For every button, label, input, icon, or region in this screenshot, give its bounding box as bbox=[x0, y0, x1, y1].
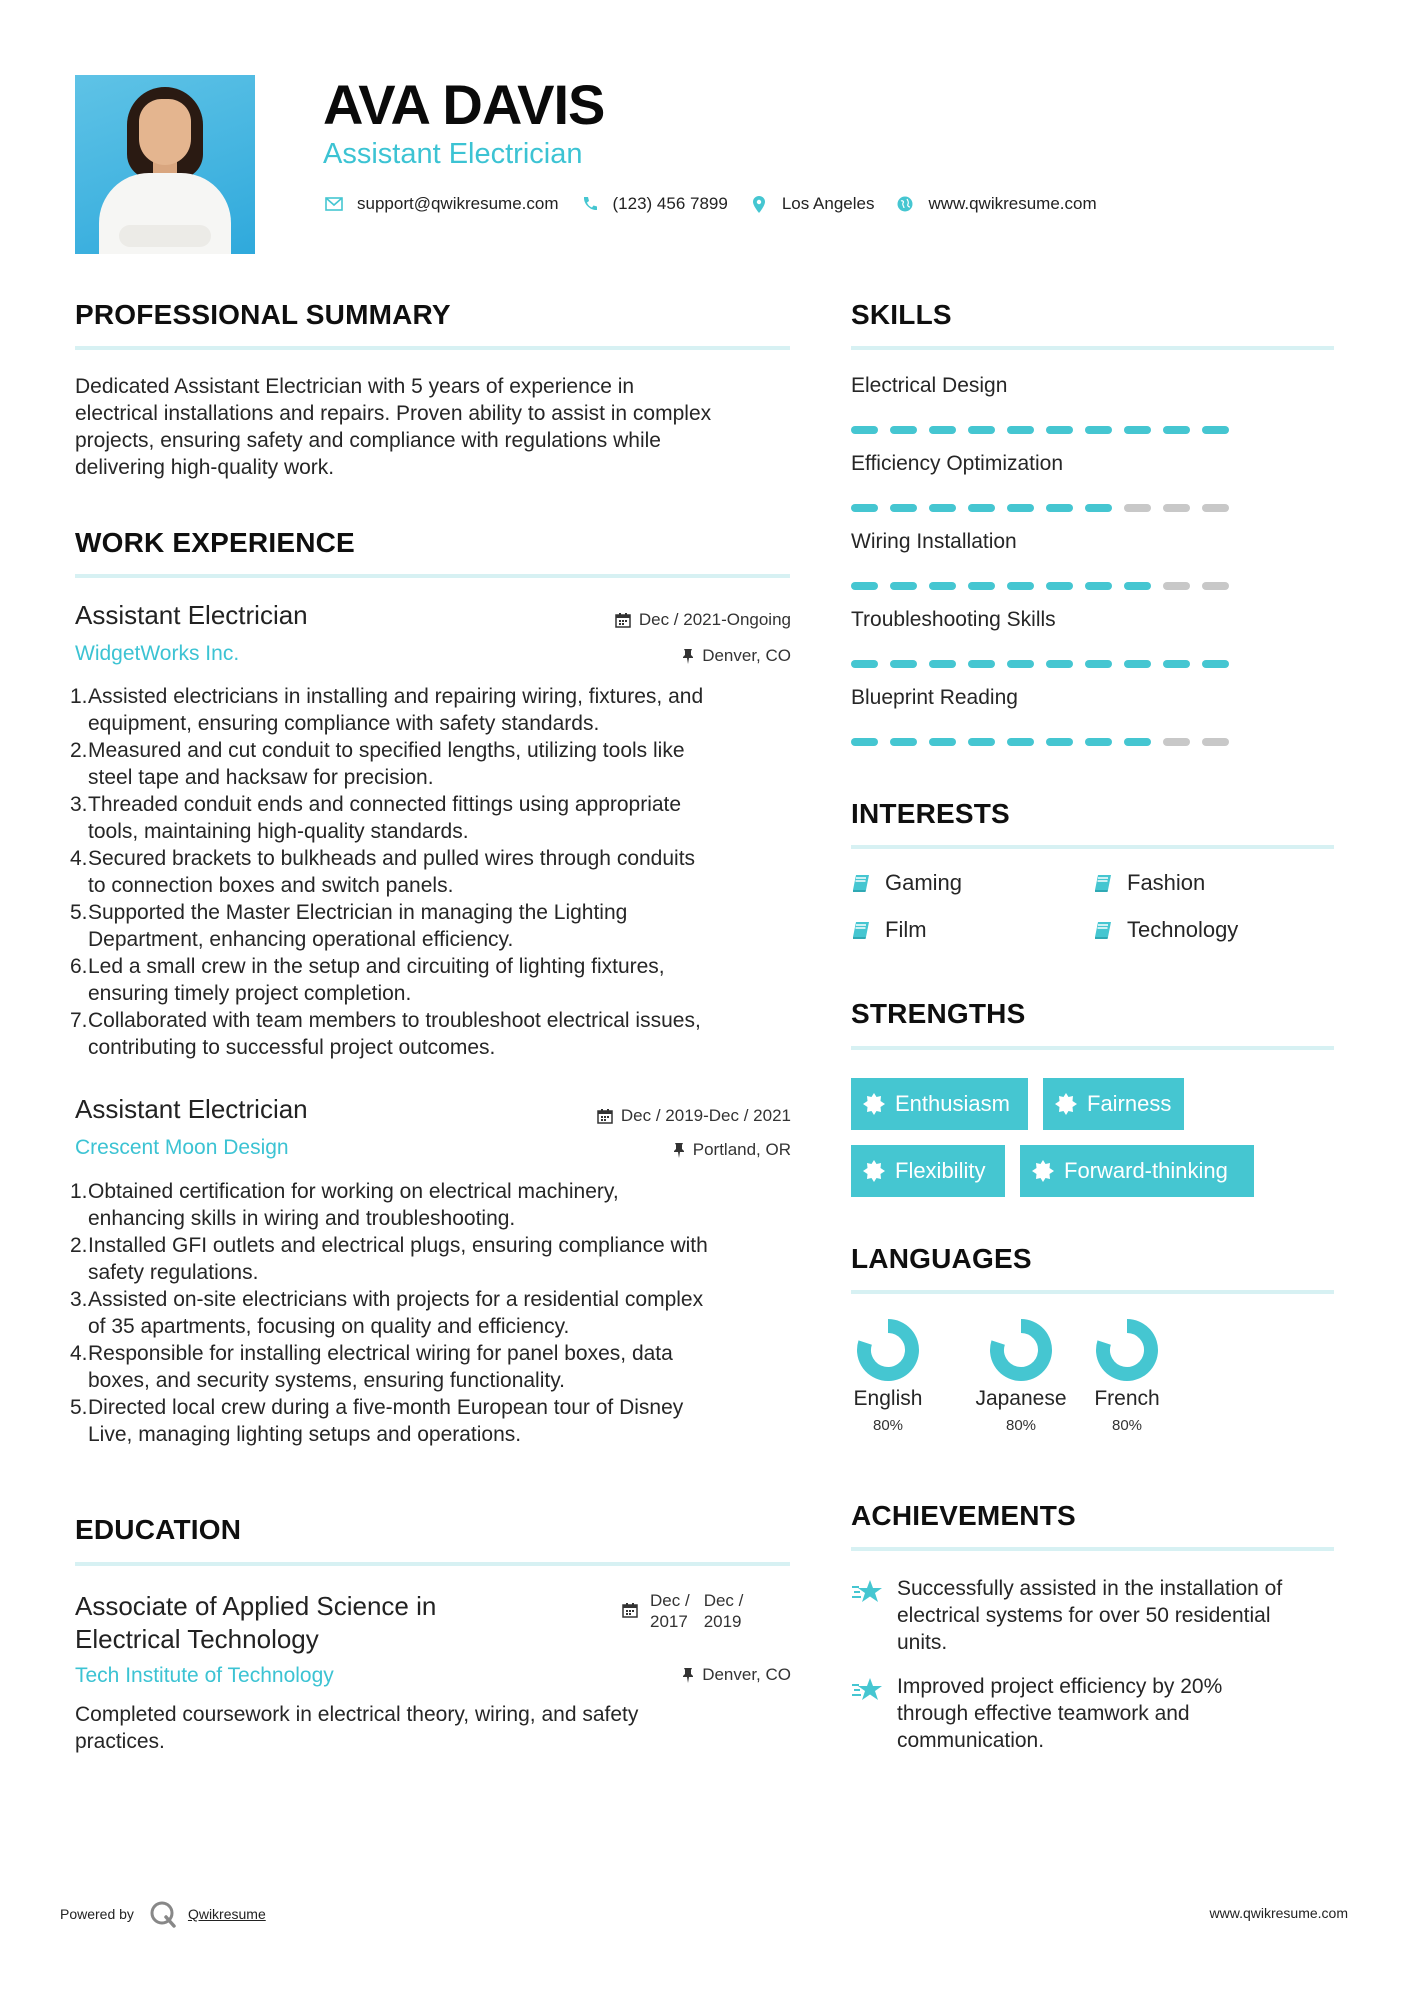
skill-dash bbox=[1085, 582, 1112, 590]
skill-label: Efficiency Optimization bbox=[851, 452, 1064, 475]
list-item: 3. Assisted on-site electricians with projects for a residential complex of 35 apartments, focusing on quality and efficiency. bbox=[70, 1288, 704, 1338]
contact-bar bbox=[323, 193, 1117, 215]
footer-url[interactable]: www.qwikresume.com bbox=[1209, 1905, 1348, 1921]
book-icon bbox=[1093, 873, 1113, 893]
list-item: 4. Responsible for installing electrical wiring for panel boxes, data boxes, and security systems, ensuring functionality. bbox=[70, 1342, 673, 1392]
skill-dash bbox=[968, 738, 995, 746]
skill-dash bbox=[929, 660, 956, 668]
book-icon bbox=[851, 920, 871, 940]
skill-dash bbox=[1046, 738, 1073, 746]
skill-dash bbox=[1202, 738, 1229, 746]
skill-dash bbox=[890, 426, 917, 434]
interests-divider bbox=[851, 845, 1334, 849]
list-item: 1. Assisted electricians in installing and repairing wiring, fixtures, and equipment, ensuring compliance with safety standards. bbox=[70, 685, 704, 735]
skill-dash bbox=[1163, 660, 1190, 668]
badge-icon bbox=[1055, 1093, 1077, 1115]
skill-dash bbox=[851, 582, 878, 590]
skill-dash bbox=[1007, 660, 1034, 668]
job-location: Portland, OR bbox=[673, 1140, 791, 1160]
skill-label: Troubleshooting Skills bbox=[851, 608, 1056, 631]
skill-label: Blueprint Reading bbox=[851, 686, 1018, 709]
list-item: 2. Measured and cut conduit to specified lengths, utilizing tools like steel tape and hacksaw for precision. bbox=[70, 739, 685, 789]
skill-level bbox=[851, 504, 1241, 512]
skill-dash bbox=[929, 738, 956, 746]
skill-label: Electrical Design bbox=[851, 374, 1008, 397]
language-item: English 80% bbox=[851, 1318, 925, 1434]
skill-level bbox=[851, 426, 1241, 434]
strengths-heading: STRENGTHS bbox=[851, 998, 1026, 1029]
calendar-icon bbox=[622, 1602, 638, 1618]
skill-dash bbox=[1007, 504, 1034, 512]
summary-divider bbox=[75, 346, 790, 350]
badge-icon bbox=[863, 1093, 885, 1115]
achievements-heading: ACHIEVEMENTS bbox=[851, 1500, 1076, 1531]
experience-heading: WORK EXPERIENCE bbox=[75, 527, 355, 558]
skill-level bbox=[851, 738, 1241, 746]
calendar-icon bbox=[615, 612, 631, 628]
strength-badge: Forward-thinking bbox=[1020, 1145, 1254, 1197]
experience-divider bbox=[75, 574, 790, 578]
skill-dash bbox=[851, 426, 878, 434]
pushpin-icon bbox=[673, 1142, 685, 1158]
skill-dash bbox=[1085, 738, 1112, 746]
skill-dash bbox=[1007, 426, 1034, 434]
skill-level bbox=[851, 660, 1241, 668]
skills-heading: SKILLS bbox=[851, 299, 952, 330]
skill-dash bbox=[1124, 504, 1151, 512]
skill-dash bbox=[1046, 582, 1073, 590]
globe-icon bbox=[894, 193, 916, 215]
list-item: 5. Directed local crew during a five-month European tour of Disney Live, managing lighting setups and operations. bbox=[70, 1396, 684, 1446]
skill-label: Wiring Installation bbox=[851, 530, 1017, 553]
language-item: Japanese 80% bbox=[968, 1318, 1074, 1434]
achievements-divider bbox=[851, 1547, 1334, 1551]
skill-dash bbox=[1046, 504, 1073, 512]
interest-item: Fashion bbox=[1093, 870, 1205, 896]
email-link[interactable]: support@qwikresume.com bbox=[357, 194, 559, 213]
skill-dash bbox=[1163, 582, 1190, 590]
job-bullets bbox=[70, 1178, 810, 1448]
skill-dash bbox=[851, 660, 878, 668]
strength-badge: Flexibility bbox=[851, 1145, 1005, 1197]
list-item: 3. Threaded conduit ends and connected fittings using appropriate tools, maintaining high-quality standards. bbox=[70, 793, 682, 843]
star-icon bbox=[851, 1579, 883, 1605]
skill-dash bbox=[1202, 504, 1229, 512]
skill-dash bbox=[968, 504, 995, 512]
strengths-divider bbox=[851, 1046, 1334, 1050]
achievement-item: Successfully assisted in the installation of electrical systems for over 50 residential units. bbox=[851, 1575, 1331, 1656]
interest-item: Technology bbox=[1093, 917, 1238, 943]
language-item: French 80% bbox=[1090, 1318, 1164, 1434]
powered-by bbox=[60, 1899, 266, 1929]
interest-item: Film bbox=[851, 917, 927, 943]
language-ring bbox=[856, 1318, 920, 1382]
summary-heading: PROFESSIONAL SUMMARY bbox=[75, 299, 451, 330]
skill-dash bbox=[851, 738, 878, 746]
skill-dash bbox=[968, 660, 995, 668]
education-description: Completed coursework in electrical theory, wiring, and safety practices. bbox=[75, 1703, 639, 1753]
job-dates: Dec / 2019-Dec / 2021 bbox=[597, 1106, 791, 1126]
skill-dash bbox=[1202, 660, 1229, 668]
badge-icon bbox=[863, 1160, 885, 1182]
skill-dash bbox=[1124, 426, 1151, 434]
badge-icon bbox=[1032, 1160, 1054, 1182]
skill-dash bbox=[1046, 660, 1073, 668]
star-icon bbox=[851, 1677, 883, 1703]
email-icon bbox=[323, 193, 345, 215]
list-item: 1. Obtained certification for working on electrical machinery, enhancing skills in wiring and troubleshooting. bbox=[70, 1180, 619, 1230]
languages-heading: LANGUAGES bbox=[851, 1243, 1032, 1274]
skills-divider bbox=[851, 346, 1334, 350]
job-dates: Dec / 2021-Ongoing bbox=[615, 610, 791, 630]
skill-dash bbox=[1124, 738, 1151, 746]
skill-level bbox=[851, 582, 1241, 590]
list-item: 5. Supported the Master Electrician in managing the Lighting Department, enhancing operational efficiency. bbox=[70, 901, 628, 951]
skill-dash bbox=[1085, 504, 1112, 512]
language-ring bbox=[1095, 1318, 1159, 1382]
achievement-item: Improved project efficiency by 20% through effective teamwork and communication. bbox=[851, 1673, 1331, 1754]
skill-dash bbox=[890, 660, 917, 668]
calendar-icon bbox=[597, 1108, 613, 1124]
skill-dash bbox=[1202, 582, 1229, 590]
phone-number[interactable]: (123) 456 7899 bbox=[612, 194, 728, 213]
skill-dash bbox=[1124, 660, 1151, 668]
language-ring bbox=[989, 1318, 1053, 1382]
skill-dash bbox=[1085, 660, 1112, 668]
skill-dash bbox=[1046, 426, 1073, 434]
strength-badge: Fairness bbox=[1043, 1078, 1184, 1130]
school-name: Tech Institute of Technology bbox=[75, 1664, 334, 1687]
skill-dash bbox=[1007, 738, 1034, 746]
language-ring-arc bbox=[864, 1326, 912, 1374]
skill-dash bbox=[968, 582, 995, 590]
skill-dash bbox=[968, 426, 995, 434]
education-dates: Dec / 2017 Dec / 2019 bbox=[622, 1590, 743, 1632]
skill-dash bbox=[929, 582, 956, 590]
skill-dash bbox=[890, 504, 917, 512]
location-pin-icon bbox=[748, 193, 770, 215]
skill-dash bbox=[1124, 582, 1151, 590]
powered-by-label: Powered by bbox=[60, 1906, 134, 1922]
profile-photo bbox=[75, 75, 255, 254]
skill-dash bbox=[1007, 582, 1034, 590]
book-icon bbox=[1093, 920, 1113, 940]
skill-dash bbox=[890, 738, 917, 746]
pushpin-icon bbox=[682, 1667, 694, 1683]
interests-heading: INTERESTS bbox=[851, 798, 1010, 829]
brand-link[interactable]: Qwikresume bbox=[187, 1906, 266, 1922]
skill-dash bbox=[1163, 426, 1190, 434]
candidate-role: Assistant Electrician bbox=[323, 138, 583, 170]
skill-dash bbox=[929, 426, 956, 434]
website-link[interactable]: www.qwikresume.com bbox=[928, 194, 1097, 213]
job-title: Assistant Electrician bbox=[75, 1094, 308, 1124]
book-icon bbox=[851, 873, 871, 893]
language-ring-arc bbox=[1103, 1326, 1151, 1374]
skill-dash bbox=[929, 504, 956, 512]
education-heading: EDUCATION bbox=[75, 1514, 242, 1545]
language-ring-arc bbox=[997, 1326, 1045, 1374]
skill-dash bbox=[1085, 426, 1112, 434]
education-divider bbox=[75, 1562, 790, 1566]
list-item: 4. Secured brackets to bulkheads and pulled wires through conduits to connection boxes and switch panels. bbox=[70, 847, 696, 897]
list-item: 6. Led a small crew in the setup and circuiting of lighting fixtures, ensuring timely project completion. bbox=[70, 955, 665, 1005]
degree-title: Associate of Applied Science in Electrical Technology bbox=[75, 1591, 437, 1654]
job-title: Assistant Electrician bbox=[75, 600, 308, 630]
skill-dash bbox=[1163, 738, 1190, 746]
skill-dash bbox=[1163, 504, 1190, 512]
interest-item: Gaming bbox=[851, 870, 962, 896]
qwikresume-logo-icon bbox=[148, 1899, 178, 1929]
location-text: Los Angeles bbox=[781, 194, 875, 213]
strength-badge: Enthusiasm bbox=[851, 1078, 1028, 1130]
phone-icon bbox=[579, 193, 601, 215]
company-name: WidgetWorks Inc. bbox=[75, 642, 240, 665]
pushpin-icon bbox=[682, 648, 694, 664]
list-item: 2. Installed GFI outlets and electrical plugs, ensuring compliance with safety regulations. bbox=[70, 1234, 708, 1284]
candidate-name: AVA DAVIS bbox=[323, 73, 605, 136]
skill-dash bbox=[1202, 426, 1229, 434]
school-location: Denver, CO bbox=[682, 1665, 791, 1685]
company-name: Crescent Moon Design bbox=[75, 1136, 289, 1159]
skill-dash bbox=[890, 582, 917, 590]
languages-divider bbox=[851, 1290, 1334, 1294]
list-item: 7. Collaborated with team members to troubleshoot electrical issues, contributing to successful project outcomes. bbox=[70, 1009, 701, 1059]
job-location: Denver, CO bbox=[682, 646, 791, 666]
summary-text: Dedicated Assistant Electrician with 5 years of experience in electrical installations and repairs. Proven ability to assist in complex projects, ensuring safety and compliance with regulations while delivering high-quality work. bbox=[75, 375, 712, 479]
skill-dash bbox=[851, 504, 878, 512]
job-bullets bbox=[70, 683, 810, 1061]
